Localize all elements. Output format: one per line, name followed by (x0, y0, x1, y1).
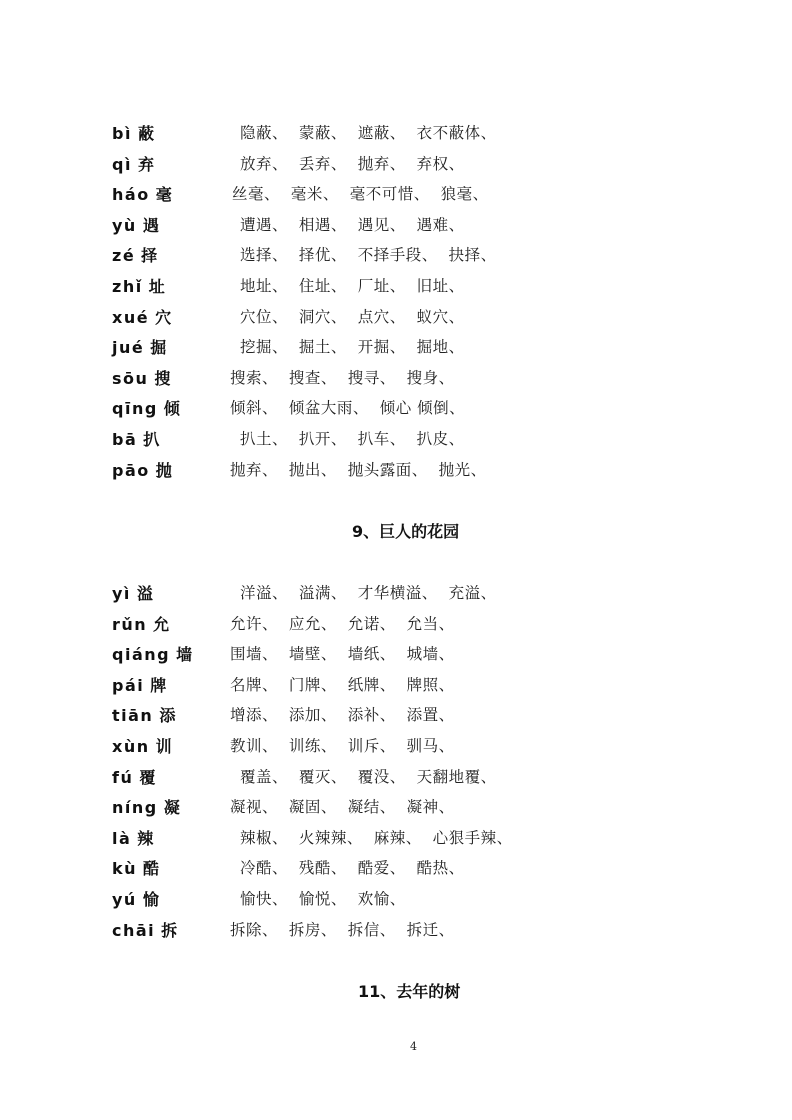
vocab-entry (112, 366, 592, 390)
example-words: 放弃、 丢弃、 抛弃、 弃权、 (240, 154, 465, 173)
pinyin-character-label (112, 918, 179, 941)
hanzi-character: 凝 (163, 798, 182, 818)
vocab-entry (112, 826, 592, 850)
example-words: 辣椒、 火辣辣、 麻辣、 心狠手辣、 (240, 828, 513, 847)
section-heading-11: 11、去年的树 (358, 982, 461, 1001)
example-words: 隐蔽、 蒙蔽、 遮蔽、 衣不蔽体、 (240, 124, 497, 142)
pinyin-character-label (112, 458, 173, 481)
hanzi-character: 墙 (176, 645, 194, 665)
example-words: 冷酷、 残酷、 酷爱、 酷热、 (240, 859, 465, 878)
pinyin-character-label (112, 642, 194, 665)
vocab-entry (112, 305, 592, 329)
vocab-entry (112, 887, 592, 911)
hanzi-character: 抛 (155, 460, 174, 480)
pinyin-character-label (112, 152, 155, 175)
pinyin-character-label (112, 305, 173, 328)
pinyin: qì (112, 154, 132, 174)
vocab-entry (112, 152, 592, 176)
pinyin: yú (112, 890, 137, 909)
pinyin-character-label (112, 856, 161, 879)
hanzi-character: 添 (159, 706, 177, 726)
pinyin: qiáng (112, 645, 171, 665)
pinyin: fú (112, 767, 134, 787)
example-words: 倾斜、 倾盆大雨、 倾心 倾倒、 (230, 399, 466, 418)
pinyin-character-label (112, 795, 181, 818)
vocab-entry (112, 642, 592, 666)
hanzi-character: 择 (141, 246, 159, 266)
hanzi-character: 拆 (161, 920, 179, 940)
pinyin-character-label (112, 335, 168, 358)
pinyin: xùn (112, 737, 150, 756)
pinyin-character-label (112, 274, 166, 297)
pinyin-character-label (112, 366, 172, 389)
hanzi-character: 溢 (136, 584, 155, 603)
vocab-entry (112, 765, 592, 789)
hanzi-character: 穴 (155, 307, 173, 327)
pinyin-character-label (112, 612, 171, 635)
vocab-entry (112, 856, 592, 880)
example-words: 扒土、 扒开、 扒车、 扒皮、 (240, 430, 465, 448)
vocab-entry (112, 612, 592, 636)
example-words: 名牌、 门牌、 纸牌、 牌照、 (230, 675, 455, 694)
vocab-entry (112, 427, 592, 451)
hanzi-character: 牌 (150, 675, 168, 695)
vocab-entry (112, 274, 592, 298)
example-words: 愉快、 愉悦、 欢愉、 (240, 890, 406, 908)
hanzi-character: 遇 (142, 215, 161, 235)
vocab-entry (112, 734, 592, 758)
example-words: 覆盖、 覆灭、 覆没、 天翻地覆、 (240, 767, 497, 786)
page-number: 4 (410, 1040, 417, 1053)
hanzi-character: 扒 (143, 430, 161, 449)
pinyin-character-label (112, 427, 161, 450)
vocab-entry (112, 703, 592, 727)
vocab-entry (112, 335, 592, 359)
vocab-entry (112, 243, 592, 267)
example-words: 选择、 择优、 不择手段、 抉择、 (240, 246, 497, 265)
hanzi-character: 酷 (143, 859, 161, 879)
pinyin-character-label (112, 703, 177, 726)
pinyin-character-label (112, 243, 159, 266)
vocab-entry (112, 458, 592, 482)
pinyin-character-label (112, 673, 168, 696)
pinyin-character-label (112, 581, 154, 604)
hanzi-character: 训 (155, 737, 174, 756)
pinyin: bì (112, 124, 132, 143)
pinyin: zhǐ (112, 277, 143, 296)
vocab-entry (112, 581, 592, 605)
example-words: 搜索、 搜查、 搜寻、 搜身、 (230, 368, 455, 387)
pinyin: háo (112, 185, 150, 205)
pinyin: níng (112, 798, 158, 818)
pinyin-character-label (112, 121, 155, 144)
hanzi-character: 址 (148, 277, 167, 296)
pinyin-character-label (112, 396, 181, 419)
example-words: 教训、 训练、 训斥、 驯马、 (230, 737, 455, 755)
vocab-entry (112, 182, 592, 206)
pinyin: zé (112, 246, 136, 266)
example-words: 洋溢、 溢满、 才华横溢、 充溢、 (240, 584, 497, 602)
example-words: 增添、 添加、 添补、 添置、 (230, 706, 455, 725)
hanzi-character: 蔽 (137, 124, 156, 143)
section-heading-9: 9、巨人的花园 (352, 522, 460, 541)
pinyin: jué (112, 338, 145, 358)
vocab-entry (112, 673, 592, 697)
hanzi-character: 搜 (154, 368, 172, 388)
hanzi-character: 倾 (163, 399, 182, 419)
pinyin: yì (112, 584, 131, 603)
pinyin-character-label (112, 826, 155, 849)
pinyin: kù (112, 859, 138, 879)
hanzi-character: 覆 (139, 767, 157, 787)
hanzi-character: 允 (153, 614, 171, 634)
pinyin-character-label (112, 182, 173, 205)
hanzi-character: 毫 (155, 185, 174, 205)
pinyin-character-label (112, 765, 157, 788)
example-words: 围墙、 墙壁、 墙纸、 城墙、 (230, 645, 455, 664)
pinyin: xué (112, 307, 150, 327)
example-words: 穴位、 洞穴、 点穴、 蚁穴、 (240, 307, 465, 326)
pinyin-character-label (112, 213, 160, 236)
vocab-entry (112, 396, 592, 420)
pinyin: chāi (112, 920, 156, 940)
hanzi-character: 辣 (137, 828, 155, 848)
example-words: 抛弃、 抛出、 抛头露面、 抛光、 (230, 460, 487, 479)
example-words: 拆除、 拆房、 拆信、 拆迁、 (230, 920, 455, 939)
hanzi-character: 愉 (142, 890, 161, 909)
example-words: 遭遇、 相遇、 遇见、 遇难、 (240, 215, 465, 234)
pinyin: pāo (112, 460, 150, 480)
example-words: 允许、 应允、 允诺、 允当、 (230, 614, 455, 633)
pinyin: là (112, 828, 132, 848)
pinyin: qīng (112, 399, 158, 419)
pinyin: pái (112, 675, 145, 695)
hanzi-character: 掘 (150, 338, 168, 358)
hanzi-character: 弃 (137, 154, 156, 174)
pinyin: bā (112, 430, 138, 449)
pinyin-character-label (112, 887, 160, 910)
pinyin: yù (112, 215, 137, 235)
pinyin: sōu (112, 368, 149, 388)
pinyin-character-label (112, 734, 173, 757)
vocab-entry (112, 795, 592, 819)
pinyin: tiān (112, 706, 154, 726)
vocab-entry (112, 918, 592, 942)
example-words: 丝毫、 毫米、 毫不可惜、 狼毫、 (232, 185, 489, 204)
vocab-entry (112, 121, 592, 145)
example-words: 挖掘、 掘土、 开掘、 掘地、 (240, 338, 465, 357)
vocab-entry (112, 213, 592, 237)
example-words: 地址、 住址、 厂址、 旧址、 (240, 277, 465, 295)
example-words: 凝视、 凝固、 凝结、 凝神、 (230, 798, 455, 817)
pinyin: rǔn (112, 614, 148, 634)
